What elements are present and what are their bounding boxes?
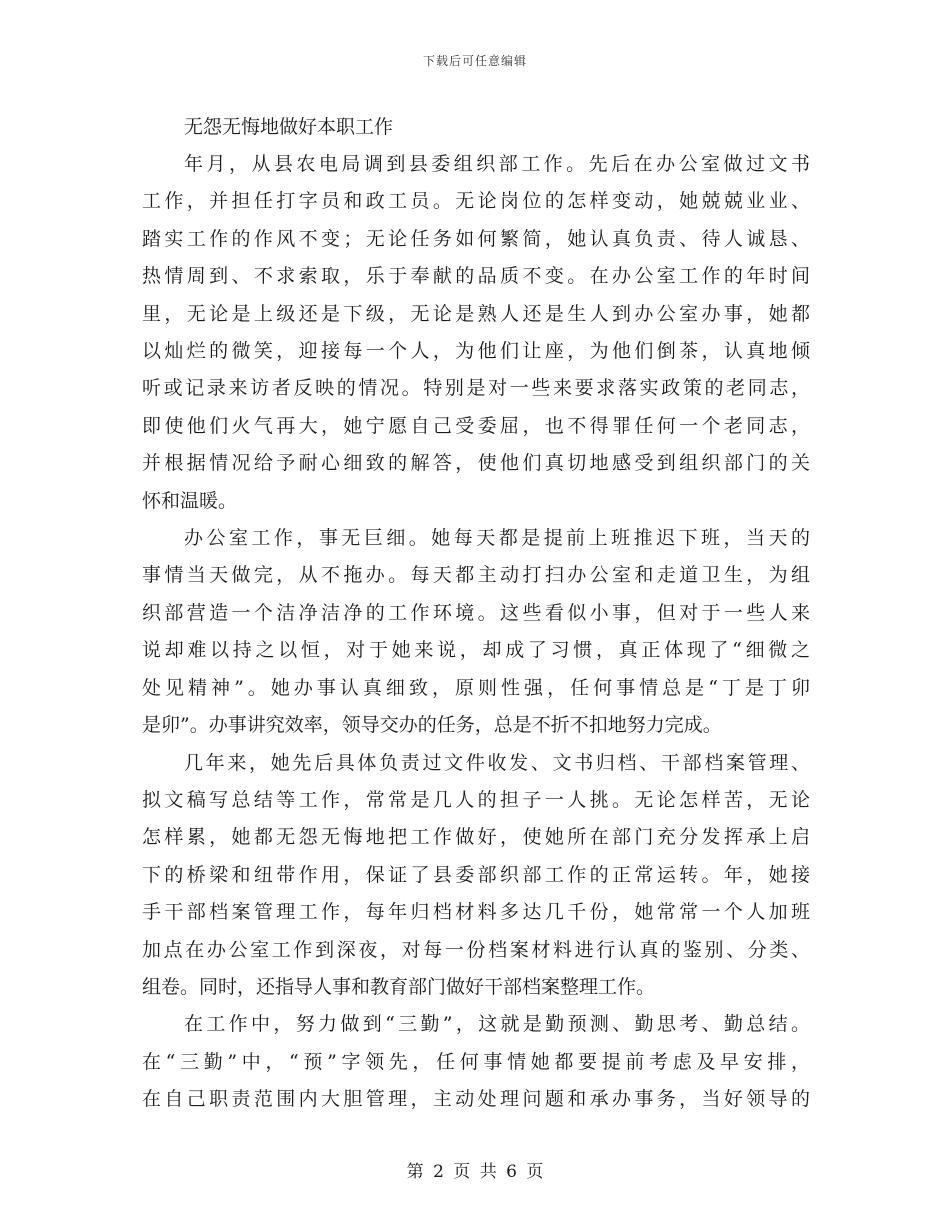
document-title: 无怨无悔地做好本职工作: [184, 116, 394, 138]
text-line: 怎样累，她都无怨无悔地把工作做好，使她所在部门充分发挥承上启: [142, 826, 810, 849]
text-line: 里，无论是上级还是下级，无论是熟人还是生人到办公室办事，她都: [142, 302, 810, 325]
text-line: 工作，并担任打字员和政工员。无论岗位的怎样变动，她兢兢业业、: [142, 190, 810, 213]
text-line: 织部营造一个洁净洁净的工作环境。这些看似小事，但对于一些人来: [142, 601, 810, 624]
paragraph-4: [142, 1006, 810, 1118]
text-line: 以灿烂的微笑，迎接每一个人，为他们让座，为他们倒茶，认真地倾: [142, 340, 810, 363]
text-line: 在工作中，努力做到“三勤”，这就是勤预测、勤思考、勤总结。: [184, 1013, 810, 1036]
page-header-note: 下载后可任意编辑: [422, 54, 527, 68]
text-line: 处见精神”。她办事认真细致，原则性强，任何事情总是“丁是丁卯: [142, 676, 810, 699]
text-line: 几年来，她先后具体负责过文件收发、文书归档、干部档案管理、: [184, 751, 810, 774]
text-line: 下的桥梁和纽带作用，保证了县委部织部工作的正常运转。年，她接: [142, 863, 810, 886]
text-line: 并根据情况给予耐心细致的解答，使他们真切地感受到组织部门的关: [142, 452, 810, 475]
text-line: 在自己职责范围内大胆管理，主动处理问题和承办事务，当好领导的: [142, 1088, 810, 1111]
text-line: 事情当天做完，从不拖办。每天都主动打扫办公室和走道卫生，为组: [142, 564, 810, 587]
text-line: 即使他们火气再大，她宁愿自己受委屈，也不得罪任何一个老同志，: [142, 414, 810, 437]
text-line: 拟文稿写总结等工作，常常是几人的担子一人挑。无论怎样苦，无论: [142, 788, 810, 811]
text-line: 在“三勤”中，“预”字领先，任何事情她都要提前考虑及早安排，: [142, 1050, 810, 1073]
text-line: 热情周到、不求索取，乐于奉献的品质不变。在办公室工作的年时间: [142, 265, 810, 288]
paragraph-3: [142, 745, 810, 1007]
text-line: 是卯”。办事讲究效率，领导交办的任务，总是不折不扣地努力完成。: [142, 714, 722, 737]
text-line: 说却难以持之以恒，对于她来说，却成了习惯，真正体现了“细微之: [142, 639, 810, 662]
paragraph-2: [142, 520, 810, 744]
paragraph-1: [142, 146, 810, 520]
text-line: 踏实工作的作风不变；无论任务如何繁简，她认真负责、待人诚恳、: [142, 227, 810, 250]
text-line: 组卷。同时，还指导人事和教育部门做好干部档案整理工作。: [142, 975, 656, 998]
document-body: [142, 108, 810, 1119]
page-number: 第 2 页 共 6 页: [406, 1162, 544, 1182]
text-line: 年月，从县农电局调到县委组织部工作。先后在办公室做过文书: [184, 153, 810, 175]
text-line: 办公室工作，事无巨细。她每天都是提前上班推迟下班，当天的: [184, 527, 810, 550]
text-line: 怀和温暖。: [142, 489, 238, 512]
text-line: 听或记录来访者反映的情况。特别是对一些来要求落实政策的老同志，: [142, 377, 810, 400]
text-line: 加点在办公室工作到深夜，对每一份档案材料进行认真的鉴别、分类、: [142, 938, 810, 961]
text-line: 手干部档案管理工作，每年归档材料多达几千份，她常常一个人加班: [142, 901, 810, 924]
